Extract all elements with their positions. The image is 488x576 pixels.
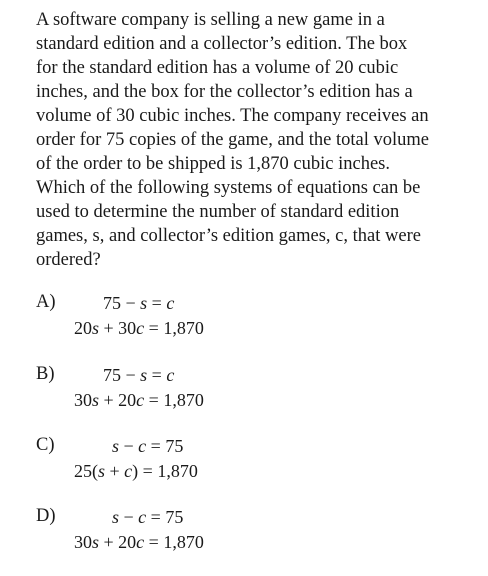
equation-1: [112, 434, 183, 458]
eq-part: =: [147, 293, 167, 313]
question-line: games, s, and collector’s edition games, c, that were: [36, 226, 421, 246]
question-line: A software company is selling a new game in a: [36, 10, 385, 30]
eq-part: +: [105, 461, 125, 481]
eq-part: 25(: [74, 461, 98, 481]
choice-b[interactable]: [36, 362, 336, 422]
eq-part: = 1,870: [144, 532, 204, 552]
variable-s: s: [140, 293, 148, 313]
question-line: Which of the following systems of equations can be: [36, 178, 421, 198]
choice-letter: B): [36, 364, 55, 384]
eq-part: 30: [74, 532, 92, 552]
variable-s: s: [112, 436, 120, 456]
variable-s: s: [140, 365, 148, 385]
eq-part: = 75: [146, 436, 184, 456]
choice-a[interactable]: [36, 290, 336, 350]
variable-c: c: [138, 436, 147, 456]
variable-s: s: [98, 461, 106, 481]
eq-part: 30: [74, 390, 92, 410]
equation-1: [112, 505, 183, 529]
question-line: for the standard edition has a volume of 20 cubic: [36, 58, 399, 78]
eq-part: 75 −: [103, 293, 141, 313]
variable-s: s: [92, 318, 100, 338]
equation-2: [74, 316, 204, 340]
question-line: volume of 30 cubic inches. The company receives an: [36, 106, 429, 126]
equation-1: [103, 363, 174, 387]
variable-c: c: [124, 461, 133, 481]
variable-c: c: [136, 318, 145, 338]
eq-part: = 1,870: [144, 390, 204, 410]
choice-c[interactable]: [36, 433, 336, 493]
equation-2: [74, 459, 198, 483]
eq-part: 75 −: [103, 365, 141, 385]
equation-1: [103, 291, 174, 315]
question-line: order for 75 copies of the game, and the total volume: [36, 130, 429, 150]
variable-c: c: [136, 532, 145, 552]
equation-2: [74, 388, 204, 412]
question-line: standard edition and a collector’s edition. The box: [36, 34, 408, 54]
question-line: of the order to be shipped is 1,870 cubic inches.: [36, 154, 390, 174]
variable-c: c: [166, 293, 175, 313]
eq-part: 20: [74, 318, 92, 338]
choice-letter: D): [36, 506, 56, 526]
variable-s: s: [92, 532, 100, 552]
question-line: inches, and the box for the collector’s edition has a: [36, 82, 413, 102]
question-text: [36, 8, 481, 272]
choice-d[interactable]: [36, 504, 336, 564]
variable-c: c: [136, 390, 145, 410]
eq-part: + 20: [99, 390, 137, 410]
eq-part: + 20: [99, 532, 137, 552]
question-line: ordered?: [36, 250, 101, 270]
variable-c: c: [166, 365, 175, 385]
eq-part: ) = 1,870: [132, 461, 198, 481]
variable-c: c: [138, 507, 147, 527]
eq-part: =: [147, 365, 167, 385]
choice-letter: C): [36, 435, 55, 455]
eq-part: −: [119, 507, 139, 527]
eq-part: = 1,870: [144, 318, 204, 338]
variable-s: s: [92, 390, 100, 410]
eq-part: = 75: [146, 507, 184, 527]
eq-part: −: [119, 436, 139, 456]
question-line: used to determine the number of standard edition: [36, 202, 400, 222]
eq-part: + 30: [99, 318, 137, 338]
choice-letter: A): [36, 292, 56, 312]
equation-2: [74, 530, 204, 554]
variable-s: s: [112, 507, 120, 527]
